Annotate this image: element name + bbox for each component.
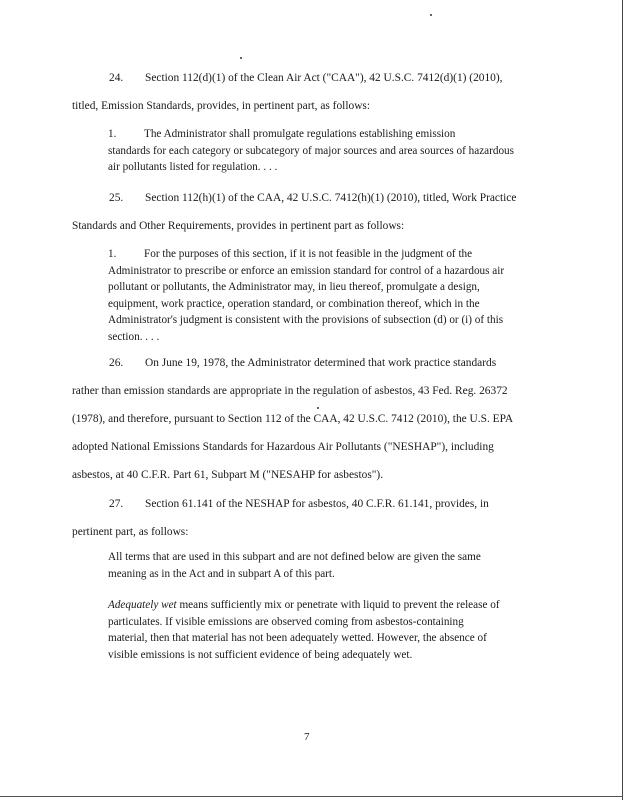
paragraph-27-line1: 27. Section 61.141 of the NESHAP for asbestos, 40 C.F.R. 61.141, provides, in: [109, 498, 489, 510]
paragraph-25-line2: Standards and Other Requirements, provides in pertinent part as follows:: [72, 220, 405, 232]
paragraph-26-line4: adopted National Emissions Standards for Hazardous Air Pollutants ("NESHAP"), including: [72, 441, 494, 453]
paragraph-number: 26.: [109, 357, 124, 369]
paragraph-26-line3: (1978), and therefore, pursuant to Section 112 of the CAA, 42 U.S.C. 7412 (2010), the U.S. EPA: [72, 413, 514, 425]
quote-number: 1.: [108, 128, 117, 140]
paragraph-27-line2: pertinent part, as follows:: [72, 526, 189, 538]
quote-block-24: 1. The Administrator shall promulgate regulations establishing emission standards for each category or subcategory of major sources and area sources of hazardous air pollutants listed for regulation. . . .: [108, 128, 514, 173]
quote-block-25: 1. For the purposes of this section, if it is not feasible in the judgment of the Administrator to prescribe or enforce an emission standard for control of a hazardous air pollutant or pollutants, the Administrator may, in lieu thereof, promulgate a design, equipment, work practice, operation standard, or combination thereof, which in the Administrator's judgment is consistent with the provisions of subsection (d) or (i) of this section. . . .: [108, 248, 505, 343]
paragraph-25-line1: 25. Section 112(h)(1) of the CAA, 42 U.S.C. 7412(h)(1) (2010), titled, Work Practice: [109, 192, 517, 204]
paragraph-24-line2: titled, Emission Standards, provides, in pertinent part, as follows:: [72, 100, 371, 112]
page-number: 7: [304, 731, 310, 743]
scan-speck: [430, 14, 432, 16]
quote-block-27b: Adequately wet means sufficiently mix or penetrate with liquid to prevent the release of particulates. If visible emissions are observed coming from asbestos-containing material, then that material has not been adequately wetted. However, the absence of visible emissions is not sufficient evidence of being adequately wet.: [108, 599, 500, 661]
paragraph-26-line5: asbestos, at 40 C.F.R. Part 61, Subpart M ("NESAHP for asbestos").: [72, 469, 384, 481]
paragraph-number: 27.: [109, 498, 124, 510]
scan-edge: [0, 796, 623, 797]
paragraph-number: 24.: [109, 72, 124, 84]
defined-term: Adequately wet: [108, 599, 177, 611]
paragraph-26-line2: rather than emission standards are appropriate in the regulation of asbestos, 43 Fed. Reg. 26372: [72, 385, 508, 397]
paragraph-number: 25.: [109, 192, 124, 204]
quote-block-27a: All terms that are used in this subpart and are not defined below are given the same meaning as in the Act and in subpart A of this part.: [108, 551, 481, 580]
scan-speck: [317, 407, 319, 409]
paragraph-26-line1: 26. On June 19, 1978, the Administrator determined that work practice standards: [109, 357, 497, 369]
quote-number: 1.: [108, 248, 117, 260]
scan-speck: [240, 57, 242, 59]
paragraph-24-line1: 24. Section 112(d)(1) of the Clean Air Act ("CAA"), 42 U.S.C. 7412(d)(1) (2010),: [109, 72, 503, 84]
